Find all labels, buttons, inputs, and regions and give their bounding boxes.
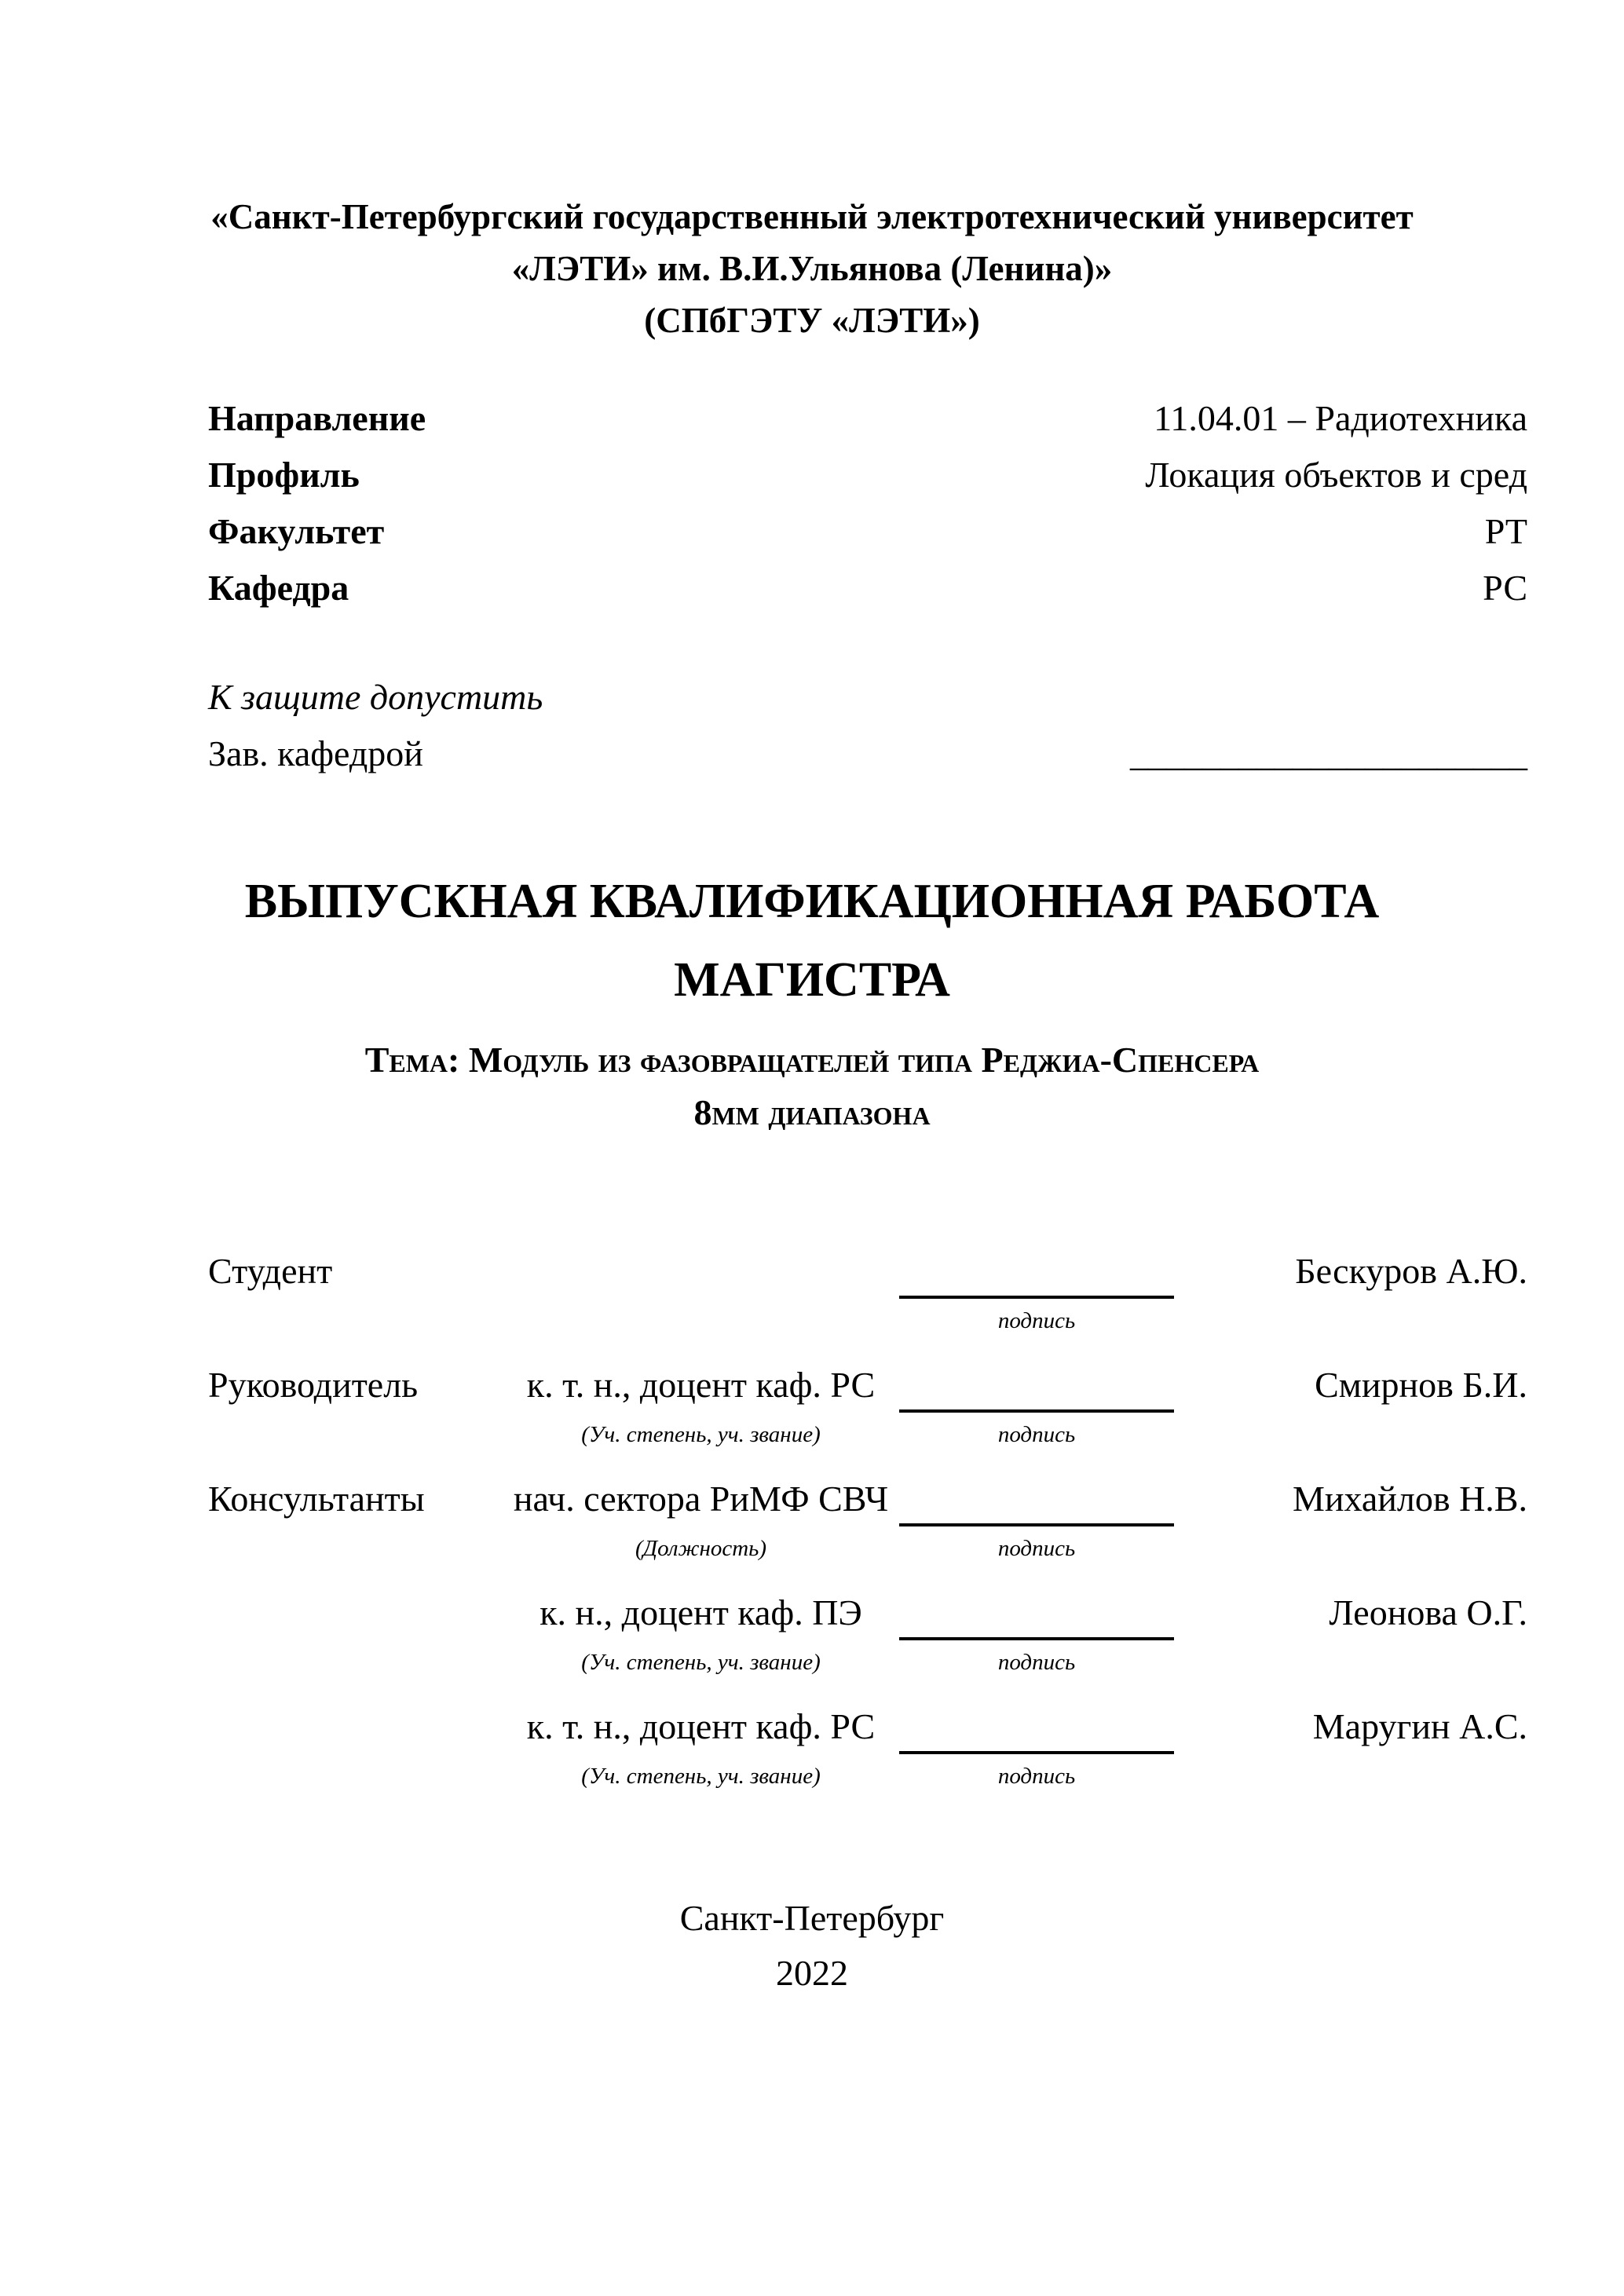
department-label: Кафедра (208, 568, 349, 608)
head-of-department-signature-line: ______________________ (1130, 733, 1527, 773)
admission-note: К защите допустить (208, 677, 543, 717)
student-qualification (503, 1247, 899, 1308)
work-title (184, 862, 1440, 1019)
fact-row-faculty (208, 503, 1527, 560)
work-title-line-2: МАГИСТРА (674, 953, 950, 1007)
consultant-1-signature-caption: подпись (997, 1536, 1076, 1561)
consultant-3-signature-caption: подпись (997, 1764, 1076, 1789)
faculty-label: Факультет (208, 511, 385, 551)
supervisor-name: Смирнов Б.И. (1315, 1365, 1527, 1405)
year: 2022 (776, 1953, 848, 1993)
signature-row-consultant-1 (208, 1475, 1527, 1561)
student-signature-caption: подпись (997, 1308, 1076, 1333)
fact-row-department (208, 560, 1527, 616)
theme-line-2: 8мм диапазона (693, 1092, 931, 1132)
fact-row-direction (208, 390, 1527, 447)
consultant-3-signature-area (899, 1702, 1174, 1789)
direction-label: Направление (208, 398, 426, 438)
city: Санкт-Петербург (679, 1898, 945, 1938)
university-name-line-2: «ЛЭТИ» им. В.И.Ульянова (Ленина)» (511, 249, 1113, 288)
supervisor-signature-line (899, 1361, 1174, 1413)
theme-line-1: Тема: Модуль из фазовращателей типа Реджиа-Спенсера (364, 1040, 1260, 1080)
university-header (184, 191, 1440, 346)
faculty-value: РТ (1484, 511, 1527, 551)
student-name: Бескуров А.Ю. (1295, 1251, 1527, 1291)
university-abbreviation: (СПбГЭТУ «ЛЭТИ») (644, 301, 980, 340)
consultant-2-name: Леонова О.Г. (1329, 1592, 1527, 1632)
student-signature-area (899, 1247, 1174, 1333)
profile-label: Профиль (208, 455, 360, 495)
consultant-2-qualification: к. н., доцент каф. ПЭ (Уч. степень, уч. звание) (540, 1592, 862, 1675)
university-name-line-1: «Санкт-Петербургский государственный электротехнический университет (210, 197, 1414, 236)
signature-row-student (208, 1247, 1527, 1333)
student-role-label: Студент (208, 1251, 333, 1291)
department-value: РС (1483, 568, 1527, 608)
signature-row-consultant-2 (208, 1589, 1527, 1675)
fact-row-profile (208, 447, 1527, 503)
footer (184, 1891, 1440, 2001)
admission-block (208, 669, 1527, 782)
consultant-3-name: Маругин А.С. (1312, 1706, 1527, 1746)
program-facts (208, 390, 1527, 616)
signature-table (208, 1247, 1527, 1816)
consultant-2-signature-area (899, 1589, 1174, 1675)
profile-value: Локация объектов и сред (1145, 455, 1527, 495)
supervisor-qualification: к. т. н., доцент каф. РС (Уч. степень, уч. звание) (526, 1365, 876, 1447)
consultants-role-label: Консультанты (208, 1479, 425, 1519)
student-signature-line (899, 1247, 1174, 1299)
consultant-3-signature-line (899, 1702, 1174, 1754)
consultant-1-name: Михайлов Н.В. (1292, 1479, 1527, 1519)
consultant-3-qualification: к. т. н., доцент каф. РС (Уч. степень, уч. звание) (526, 1706, 876, 1789)
work-title-line-1: ВЫПУСКНАЯ КВАЛИФИКАЦИОННАЯ РАБОТА (244, 875, 1380, 928)
supervisor-role-label: Руководитель (208, 1365, 419, 1405)
supervisor-signature-caption: подпись (997, 1422, 1076, 1447)
consultant-1-signature-line (899, 1475, 1174, 1526)
consultant-1-qualification: нач. сектора РиМФ СВЧ (Должность) (513, 1479, 889, 1561)
direction-value: 11.04.01 – Радиотехника (1154, 398, 1527, 438)
signature-row-supervisor (208, 1361, 1527, 1447)
head-of-department-row (208, 726, 1527, 782)
head-of-department-label: Зав. кафедрой (208, 733, 423, 773)
consultant-1-signature-area (899, 1475, 1174, 1561)
signature-row-consultant-3 (208, 1702, 1527, 1789)
supervisor-signature-area (899, 1361, 1174, 1447)
consultant-2-signature-caption: подпись (997, 1650, 1076, 1675)
work-theme (184, 1033, 1440, 1139)
consultant-2-signature-line (899, 1589, 1174, 1640)
